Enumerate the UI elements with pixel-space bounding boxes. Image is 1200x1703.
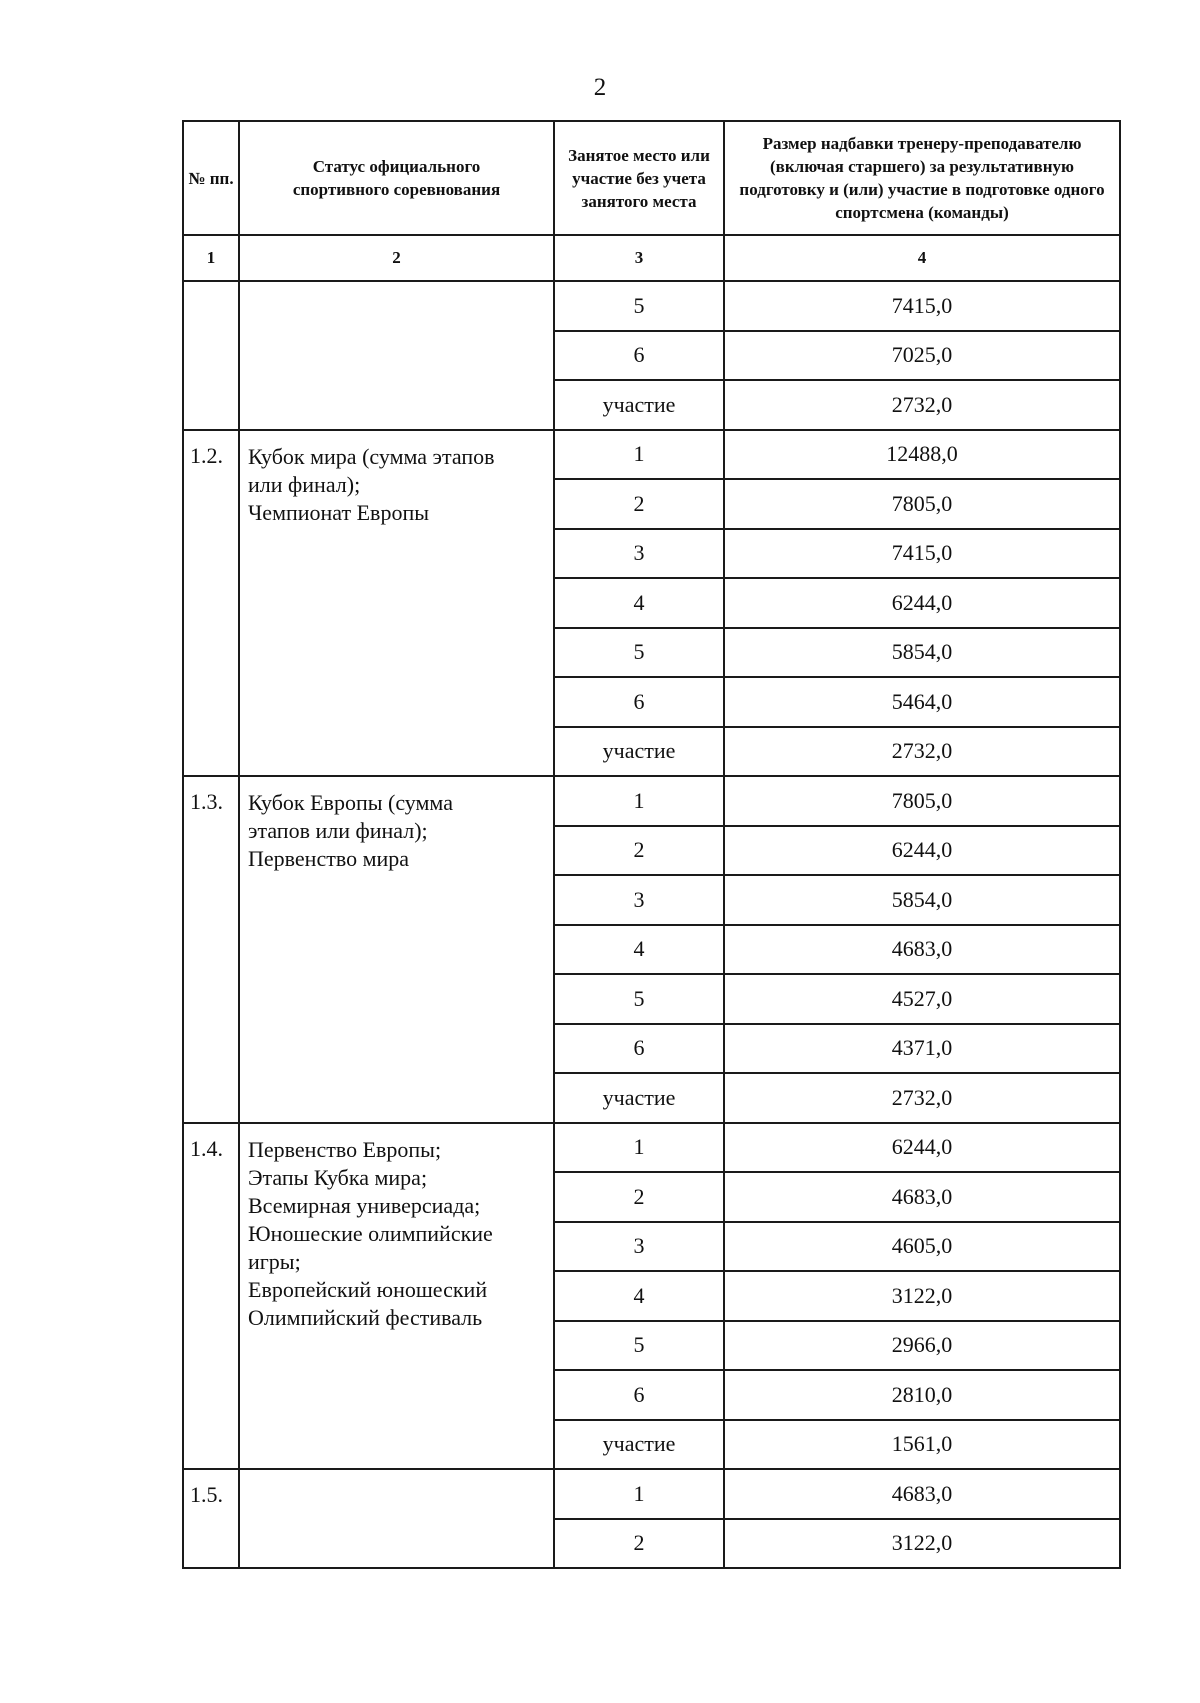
table-row xyxy=(183,1123,1120,1173)
competition-status-line: Кубок Европы (сумма xyxy=(248,790,453,815)
amount-cell: 2732,0 xyxy=(724,1073,1120,1123)
amount-cell: 4371,0 xyxy=(724,1024,1120,1074)
amount-cell: 4527,0 xyxy=(724,974,1120,1024)
competition-status-line: Юношеские олимпийские xyxy=(248,1220,493,1246)
item-number: 1.2. xyxy=(183,430,239,777)
competition-status-line: Первенство мира xyxy=(248,846,410,871)
table-row xyxy=(183,776,1120,826)
amount-cell: 12488,0 xyxy=(724,430,1120,480)
place-cell: участие xyxy=(554,1073,724,1123)
table-row xyxy=(183,281,1120,331)
column-number: 4 xyxy=(724,235,1120,281)
amount-cell: 5464,0 xyxy=(724,677,1120,727)
item-number: 1.4. xyxy=(183,1123,239,1470)
amount-cell: 7805,0 xyxy=(724,776,1120,826)
place-cell: участие xyxy=(554,380,724,430)
competition-status-line: игры; xyxy=(248,1248,301,1274)
column-number: 3 xyxy=(554,235,724,281)
amount-cell: 2810,0 xyxy=(724,1370,1120,1420)
place-cell: 2 xyxy=(554,826,724,876)
place-cell: 6 xyxy=(554,1370,724,1420)
header-number: № пп. xyxy=(183,121,239,235)
competition-status xyxy=(239,281,554,430)
competition-status-line: Первенство Европы; xyxy=(248,1136,442,1162)
competition-status-line: Кубок мира (сумма этапов xyxy=(248,443,495,469)
amount-cell: 6244,0 xyxy=(724,1123,1120,1173)
allowance-table xyxy=(182,120,1121,1569)
competition-status xyxy=(239,776,554,1123)
competition-status xyxy=(239,1123,554,1470)
competition-status-line: Европейский юношеский xyxy=(248,1276,488,1302)
header-amount: Размер надбавки тренеру-преподавателю (включая старшего) за результативную подготовку и (или) участие в подготовке одного спортсмена (команды) xyxy=(724,121,1120,235)
place-cell: 4 xyxy=(554,578,724,628)
amount-cell: 6244,0 xyxy=(724,578,1120,628)
place-cell: 4 xyxy=(554,925,724,975)
place-cell: 5 xyxy=(554,281,724,331)
place-cell: 1 xyxy=(554,776,724,826)
place-cell: 5 xyxy=(554,974,724,1024)
place-cell: 4 xyxy=(554,1271,724,1321)
place-cell: 2 xyxy=(554,1172,724,1222)
place-cell: 5 xyxy=(554,628,724,678)
item-number: 1.3. xyxy=(183,776,239,1123)
competition-status-line: этапов или финал); xyxy=(248,818,428,843)
header-status: Статус официального спортивного соревнования xyxy=(239,121,554,235)
competition-status-line: Чемпионат Европы xyxy=(248,499,429,525)
place-cell: 2 xyxy=(554,1519,724,1569)
column-number-row xyxy=(183,235,1120,281)
amount-cell: 2732,0 xyxy=(724,727,1120,777)
amount-cell: 4605,0 xyxy=(724,1222,1120,1272)
place-cell: 6 xyxy=(554,1024,724,1074)
competition-status xyxy=(239,1469,554,1568)
amount-cell: 1561,0 xyxy=(724,1420,1120,1470)
competition-status-line: или финал); xyxy=(248,471,361,497)
page-number: 2 xyxy=(593,74,607,101)
place-cell: 6 xyxy=(554,677,724,727)
place-cell: 2 xyxy=(554,479,724,529)
amount-cell: 5854,0 xyxy=(724,875,1120,925)
place-cell: 6 xyxy=(554,331,724,381)
place-cell: 5 xyxy=(554,1321,724,1371)
place-cell: 3 xyxy=(554,875,724,925)
amount-cell: 7415,0 xyxy=(724,281,1120,331)
column-number: 1 xyxy=(183,235,239,281)
amount-cell: 2732,0 xyxy=(724,380,1120,430)
amount-cell: 2966,0 xyxy=(724,1321,1120,1371)
amount-cell: 5854,0 xyxy=(724,628,1120,678)
competition-status-line: Этапы Кубка мира; xyxy=(248,1164,428,1190)
place-cell: 3 xyxy=(554,529,724,579)
place-cell: участие xyxy=(554,1420,724,1470)
amount-cell: 7415,0 xyxy=(724,529,1120,579)
place-cell: 1 xyxy=(554,430,724,480)
amount-cell: 6244,0 xyxy=(724,826,1120,876)
competition-status-line: Всемирная универсиада; xyxy=(248,1192,481,1218)
place-cell: 3 xyxy=(554,1222,724,1272)
header-row xyxy=(183,121,1120,235)
item-number: 1.5. xyxy=(183,1469,239,1568)
competition-status-line: Олимпийский фестиваль xyxy=(248,1304,483,1330)
amount-cell: 3122,0 xyxy=(724,1271,1120,1321)
amount-cell: 7025,0 xyxy=(724,331,1120,381)
amount-cell: 4683,0 xyxy=(724,1172,1120,1222)
place-cell: 1 xyxy=(554,1123,724,1173)
amount-cell: 3122,0 xyxy=(724,1519,1120,1569)
amount-cell: 7805,0 xyxy=(724,479,1120,529)
item-number xyxy=(183,281,239,430)
table-row xyxy=(183,1469,1120,1519)
column-number: 2 xyxy=(239,235,554,281)
header-place: Занятое место или участие без учета занятого места xyxy=(554,121,724,235)
place-cell: участие xyxy=(554,727,724,777)
competition-status xyxy=(239,430,554,777)
amount-cell: 4683,0 xyxy=(724,925,1120,975)
amount-cell: 4683,0 xyxy=(724,1469,1120,1519)
table-row xyxy=(183,430,1120,480)
table-body xyxy=(183,281,1120,1568)
place-cell: 1 xyxy=(554,1469,724,1519)
